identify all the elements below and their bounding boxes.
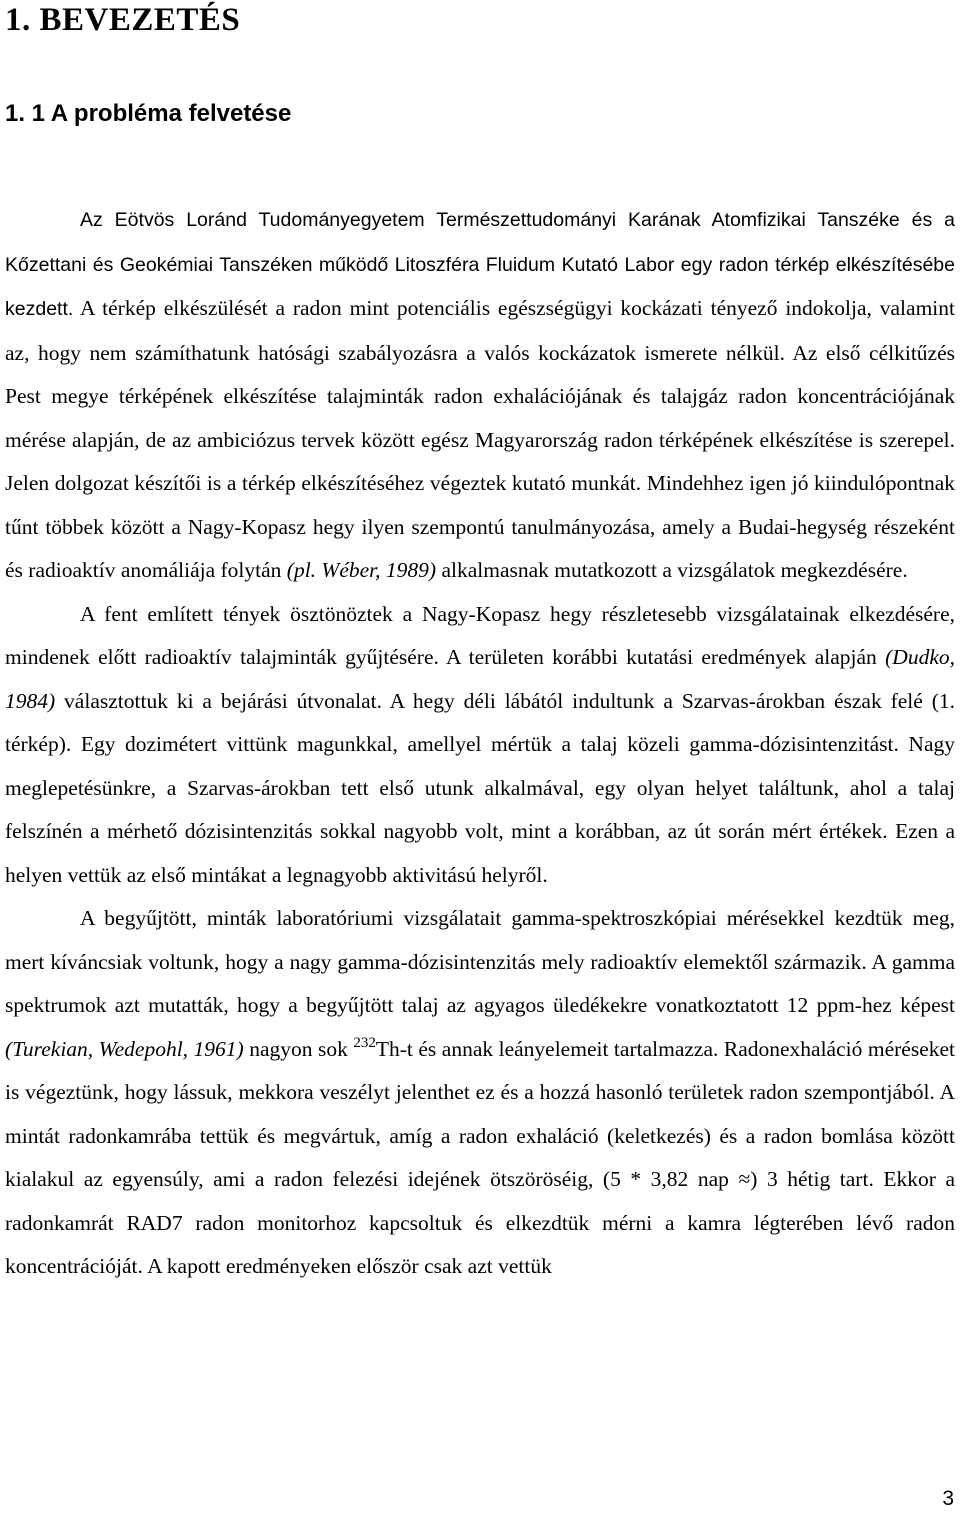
text-run: A térkép elkészülését a radon mint potenciális egészségügyi kockázati tényező indokolja, valamint az, hogy nem számíthatunk hatósági szabályozásra a valós kockázatok ismerete nélkül. Az első célkitűzés Pest megye térképének elkészítése talajminták radon exhalációjának és talajgáz radon koncentrációjának mérése alapján, de az ambiciózus tervek között egész Magyarország radon térképének elkészítése is szerepel. Jelen dolgozat készítői is a térkép elkészítéséhez végeztek kutató munkát. Mindehhez igen jó kiindulópontnak tűnt többek között a Nagy-Kopasz hegy ilyen szempontú tanulmányozása, amely a Budai-hegység részeként és radioaktív anomáliája folytán [5,296,955,582]
section-heading: 1. 1 A probléma felvetése [5,100,292,127]
isotope-mass-number: 232 [353,1034,376,1051]
paragraph [5,593,955,898]
text-run: Th-t és annak leányelemeit tartalmazza. Radonexhaláció méréseket is végeztünk, hogy lássuk, mekkora veszélyt jelenthet ez és a hozzá hasonló területek radon szempontjából. A mintát radonkamrába tettük és megvártuk, amíg a radon exhaláció (keletkezés) és a radon bomlása között kialakul az egyensúly, ami a radon felezési idejének ötszöröséig, (5 * 3,82 nap ≈) 3 hétig tart. Ekkor a radonkamrát RAD7 radon monitorhoz kapcsoltuk és elkezdtük mérni a kamra légterében lévő radon koncentrációját. A kapott eredményeken először csak azt vettük [5,1036,955,1278]
text-run: választottuk ki a bejárási útvonalat. A hegy déli lábától indultunk a Szarvas-árokban észak felé (1. térkép). Egy dozimétert vittünk magunkkal, amellyel mértük a talaj közeli gamma-dózisintenzitást. Nagy meglepetésünkre, a Szarvas-árokban tett első utunk alkalmával, egy olyan helyet találtunk, ahol a talaj felszínén a mérhető dózisintenzitás sokkal nagyobb volt, mint a korábban, az út során mért értékek. Ezen a helyen vettük az első mintákat a legnagyobb aktivitású helyről. [5,688,955,887]
text-run: A fent említett tények ösztönöztek a Nagy-Kopasz hegy részletesebb vizsgálatainak elkezdésére, mindenek előtt radioaktív talajminták gyűjtésére. A területen korábbi kutatási eredmények alapján [5,601,955,669]
citation: (Dudko, 1984) [5,645,955,713]
text-run: A begyűjtött, minták laboratóriumi vizsgálatait gamma-spektroszkópiai mérésekkel kezdtük meg, mert kíváncsiak voltunk, hogy a nagy gamma-dózisintenzitás mely radioaktív elemektől származik. A gamma spektrumok azt mutatták, hogy a begyűjtött talaj az agyagos üledékekre vonatkoztatott 12 ppm-hez képest [5,906,955,1017]
page-number: 3 [942,1487,954,1510]
text-run: alkalmasnak mutatkozott a vizsgálatok megkezdésére. [436,558,908,582]
text-run: nagyon sok [243,1036,354,1061]
citation: (Turekian, Wedepohl, 1961) [5,1036,244,1061]
paragraph [5,198,955,593]
citation: (pl. Wéber, 1989) [286,558,437,582]
text-run: Az Eötvös Loránd Tudományegyetem Természettudományi Karának Atomfizikai Tanszéke és a Kőzettani és Geokémiai Tanszéken működő Litoszféra Fluidum Kutató Labor egy radon térkép elkészítésébe kezdett. [5,209,955,320]
paragraph [5,897,955,1289]
chapter-heading: 1. BEVEZETÉS [5,2,241,38]
body-text [5,198,955,1289]
